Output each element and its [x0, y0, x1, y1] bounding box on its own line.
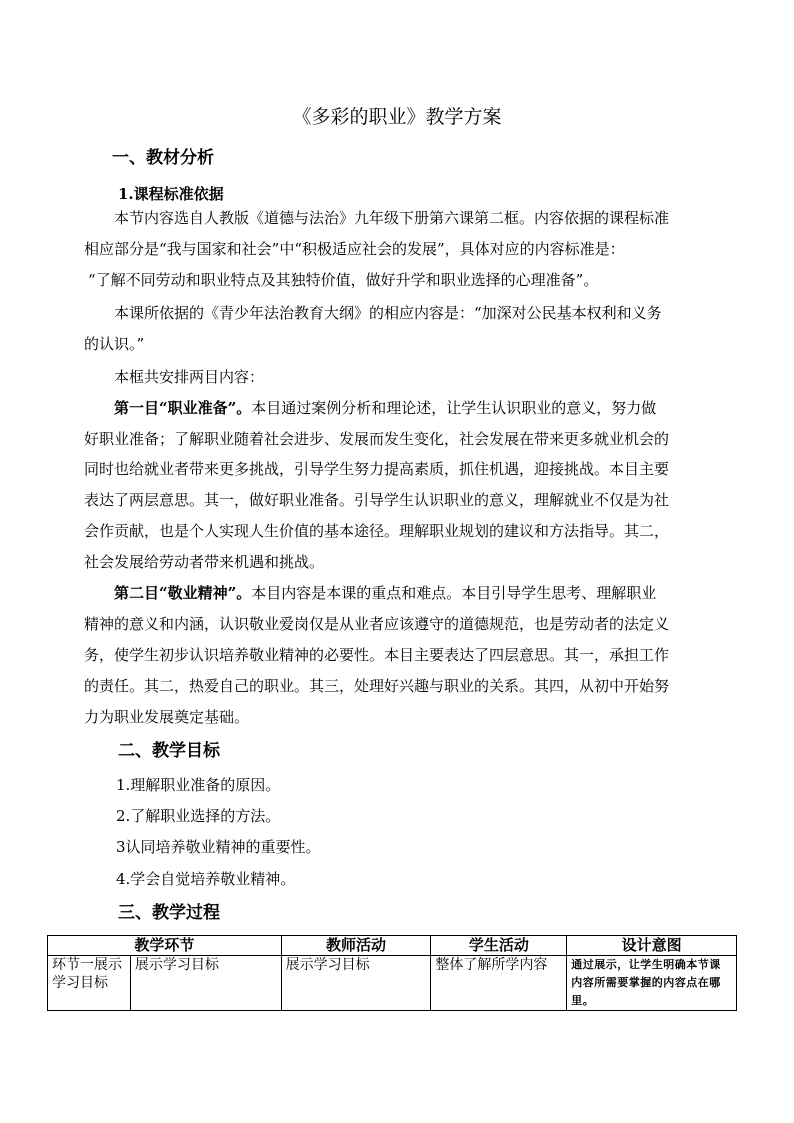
table-cell: 展示学习目标: [281, 956, 431, 1011]
paragraph-line: 社会发展给劳动者带来机遇和挑战。: [84, 553, 325, 571]
goal-item: 1.理解职业准备的原因。: [116, 776, 281, 794]
table-cell: 展示学习目标: [130, 956, 281, 1011]
table-cell: 整体了解所学内容: [431, 956, 567, 1011]
paragraph-line: 表达了两层意思。其一，做好职业准备。引导学生认识职业的意义，理解就业不仅是为社: [84, 491, 670, 509]
goal-item: 2.了解职业选择的方法。: [116, 807, 281, 825]
paragraph-line: 务，使学生初步认识培养敬业精神的必要性。本目主要表达了四层意思。其一，承担工作: [84, 646, 670, 664]
goal-item: 4.学会自觉培养敬业精神。: [116, 870, 296, 888]
column-header: 学生活动: [431, 936, 567, 956]
section-heading-1: 一、教材分析: [112, 148, 214, 168]
paragraph-line: 本框共安排两目内容：: [114, 368, 265, 386]
table-cell: 环节一展示学习目标: [48, 956, 131, 1011]
paragraph-line: 力为职业发展奠定基础。: [84, 708, 250, 726]
paragraph-line: 好职业准备；了解职业随着社会进步、发展而发生变化，社会发展在带来更多就业机会的: [84, 430, 670, 448]
paragraph-line: 相应部分是“我与国家和社会”中“积极适应社会的发展”，具体对应的内容标准是：: [84, 240, 625, 258]
paragraph-line: “了解不同劳动和职业特点及其独特价值，做好升学和职业选择的心理准备”。: [88, 271, 599, 289]
item-title-2: 第二目“敬业精神”。: [114, 584, 252, 602]
paragraph-line: 本节内容选自人教版《道德与法治》九年级下册第六课第二框。内容依据的课程标准: [114, 209, 670, 227]
process-table: [47, 935, 737, 1011]
doc-title: 《多彩的职业》教学方案: [292, 106, 502, 128]
paragraph-line: 本课所依据的《青少年法治教育大纲》的相应内容是：“加深对公民基本权利和义务: [114, 304, 662, 322]
paragraph-line: 的认识。”: [84, 335, 145, 353]
column-header: 教师活动: [281, 936, 431, 956]
item-title-1: 第一目“职业准备”。: [114, 399, 252, 417]
subheading-curriculum: 1.课程标准依据: [118, 185, 224, 203]
table-row: [48, 956, 737, 1011]
goal-item: 3认同培养敬业精神的重要性。: [116, 838, 321, 856]
table-cell: 通过展示，让学生明确本节课内容所需要掌握的内容点在哪里。: [567, 956, 737, 1011]
paragraph-line: 第一目“职业准备”。本目通过案例分析和理论述，让学生认识职业的意义，努力做: [114, 399, 657, 417]
section-heading-2: 二、教学目标: [118, 741, 220, 761]
column-header: 教学环节: [48, 936, 282, 956]
section-heading-3: 三、教学过程: [118, 903, 220, 923]
paragraph-line: 会作贡献，也是个人实现人生价值的基本途径。理解职业规划的建议和方法指导。其二，: [84, 522, 670, 540]
paragraph-line: 同时也给就业者带来更多挑战，引导学生努力提高素质，抓住机遇，迎接挑战。本目主要: [84, 460, 670, 478]
column-header: 设计意图: [567, 936, 737, 956]
paragraph-line: 第二目“敬业精神”。本目内容是本课的重点和难点。本目引导学生思考、理解职业: [114, 584, 657, 602]
paragraph-line: 的责任。其二，热爱自己的职业。其三，处理好兴趣与职业的关系。其四，从初中开始努: [84, 677, 670, 695]
paragraph-line: 精神的意义和内涵，认识敬业爱岗仅是从业者应该遵守的道德规范，也是劳动者的法定义: [84, 615, 670, 633]
table-header-row: [48, 936, 737, 956]
